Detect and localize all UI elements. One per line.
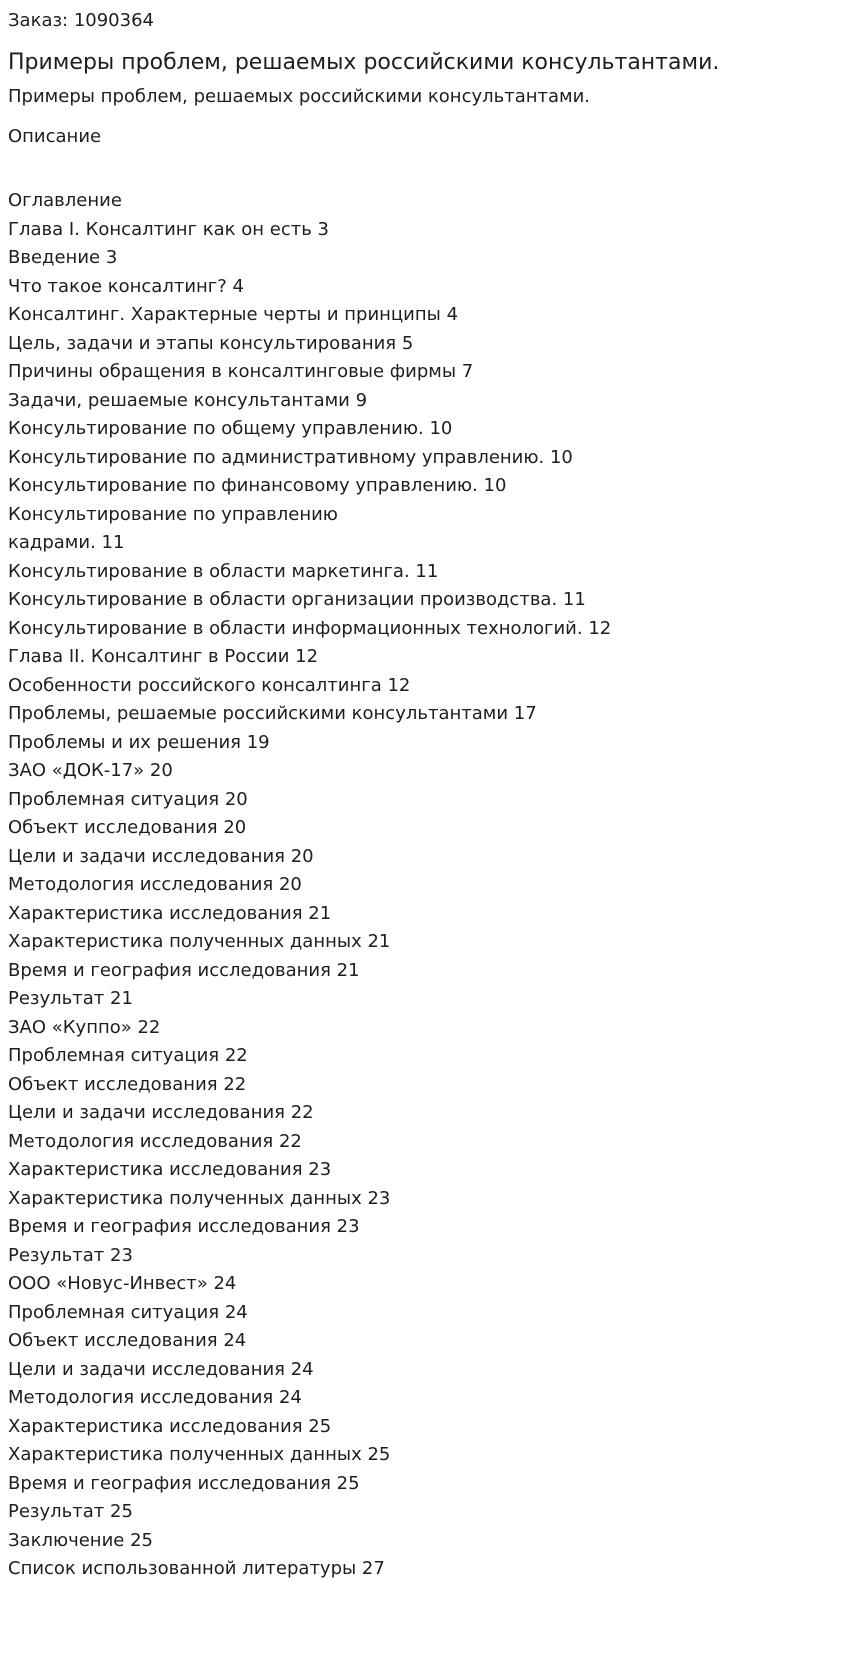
table-of-contents <box>8 187 839 1584</box>
order-number: Заказ: 1090364 <box>8 10 154 31</box>
toc-line: Глава I. Консалтинг как он есть 3 <box>8 218 329 240</box>
toc-line: Оглавление <box>8 190 122 211</box>
toc-line: Характеристика исследования 25 <box>8 1415 332 1437</box>
toc-line: Консультирование по управлению <box>8 503 338 525</box>
toc-line: Цели и задачи исследования 24 <box>8 1358 314 1380</box>
toc-line: Цели и задачи исследования 22 <box>8 1102 314 1123</box>
toc-line: Характеристика исследования 21 <box>8 902 332 924</box>
toc-line: Цели и задачи исследования 20 <box>8 845 314 867</box>
toc-line: Проблемная ситуация 24 <box>8 1301 248 1323</box>
toc-line: Характеристика исследования 23 <box>8 1159 332 1180</box>
toc-line: Причины обращения в консалтинговые фирмы 7 <box>8 361 474 382</box>
page-subtitle: Примеры проблем, решаемых российскими консультантами. <box>8 86 591 107</box>
description-heading: Описание <box>8 126 102 147</box>
toc-line: Консультирование в области информационных технологий. 12 <box>8 617 612 639</box>
toc-line: Особенности российского консалтинга 12 <box>8 674 411 696</box>
toc-line: Проблемы, решаемые российскими консультантами 17 <box>8 703 537 724</box>
toc-line: Список использованной литературы 27 <box>8 1558 385 1579</box>
toc-line: Характеристика полученных данных 25 <box>8 1444 391 1465</box>
toc-line: ООО «Новус-Инвест» 24 <box>8 1273 237 1294</box>
toc-line: ЗАО «Куппо» 22 <box>8 1016 161 1038</box>
toc-line: Результат 23 <box>8 1244 133 1266</box>
toc-line: Результат 21 <box>8 988 133 1009</box>
toc-line: Введение 3 <box>8 247 118 268</box>
toc-line: Результат 25 <box>8 1501 133 1522</box>
toc-line: Консалтинг. Характерные черты и принципы 4 <box>8 304 459 325</box>
toc-line: кадрами. 11 <box>8 532 125 553</box>
page-title: Примеры проблем, решаемых российскими консультантами. <box>8 50 720 75</box>
toc-line: Время и география исследования 21 <box>8 959 360 981</box>
toc-line: Глава II. Консалтинг в России 12 <box>8 646 319 667</box>
toc-line: Консультирование по административному управлению. 10 <box>8 446 573 468</box>
toc-line: Объект исследования 24 <box>8 1330 247 1351</box>
toc-line: Задачи, решаемые консультантами 9 <box>8 389 368 411</box>
toc-line: Методология исследования 24 <box>8 1387 302 1408</box>
toc-line: Время и география исследования 23 <box>8 1216 360 1237</box>
toc-line: Методология исследования 20 <box>8 874 302 895</box>
toc-line: Заключение 25 <box>8 1529 153 1551</box>
toc-line: Что такое консалтинг? 4 <box>8 275 244 297</box>
toc-line: Объект исследования 20 <box>8 817 247 838</box>
toc-line: Характеристика полученных данных 21 <box>8 931 391 952</box>
toc-line: Консультирование в области организации производства. 11 <box>8 589 586 610</box>
toc-line: Проблемная ситуация 22 <box>8 1045 248 1066</box>
toc-line: Характеристика полученных данных 23 <box>8 1187 391 1209</box>
toc-line: ЗАО «ДОК-17» 20 <box>8 760 173 781</box>
toc-line: Проблемная ситуация 20 <box>8 788 248 810</box>
toc-line: Объект исследования 22 <box>8 1073 247 1095</box>
toc-line: Консультирование по общему управлению. 10 <box>8 418 453 439</box>
toc-line: Консультирование по финансовому управлению. 10 <box>8 475 507 496</box>
toc-line: Время и география исследования 25 <box>8 1472 360 1494</box>
toc-line: Консультирование в области маркетинга. 11 <box>8 560 439 582</box>
toc-line: Цель, задачи и этапы консультирования 5 <box>8 332 414 354</box>
toc-line: Методология исследования 22 <box>8 1130 302 1152</box>
toc-line: Проблемы и их решения 19 <box>8 731 270 753</box>
